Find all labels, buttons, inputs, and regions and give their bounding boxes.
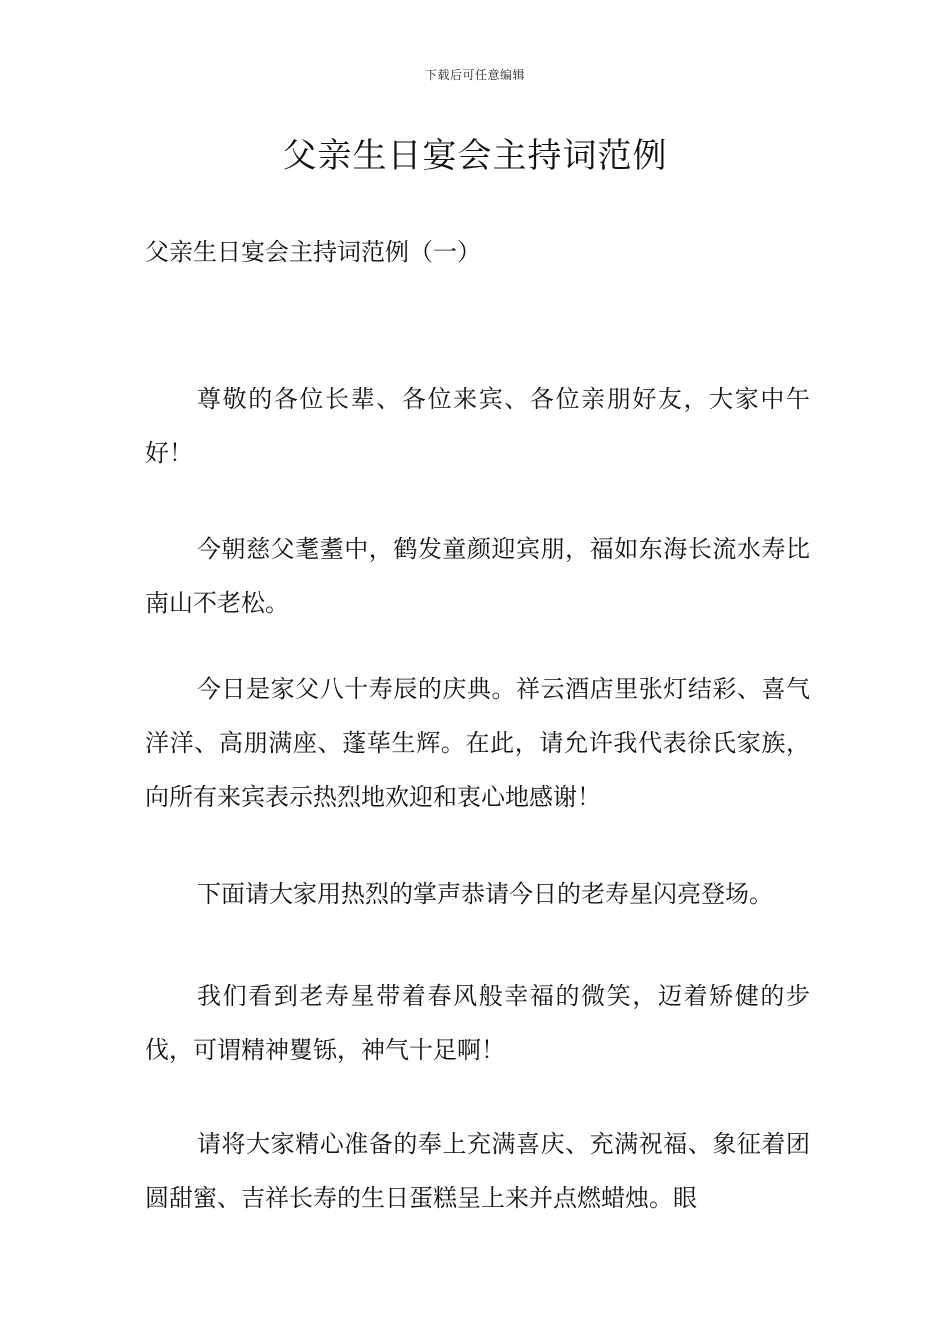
header-note: 下载后可任意编辑 xyxy=(424,68,525,82)
paragraph-celebration: 今日是家父八十寿辰的庆典。祥云酒店里张灯结彩、喜气洋洋、高朋满座、蓬荜生辉。在此，请允许我代表徐氏家族，向所有来宾表示热烈地欢迎和衷心地感谢！ xyxy=(145,675,810,811)
paragraph-invitation: 下面请大家用热烈的掌声恭请今日的老寿星闪亮登场。 xyxy=(197,880,773,908)
section-heading: 父亲生日宴会主持词范例（一） xyxy=(145,238,481,266)
paragraph-greeting: 尊敬的各位长辈、各位来宾、各位亲朋好友，大家中午好！ xyxy=(145,385,810,467)
document-title: 父亲生日宴会主持词范例 xyxy=(282,136,668,176)
paragraph-entrance: 我们看到老寿星带着春风般幸福的微笑，迈着矫健的步伐，可谓精神矍铄，神气十足啊！ xyxy=(145,982,810,1064)
paragraph-poem: 今朝慈父耄耋中，鹤发童颜迎宾朋，福如东海长流水寿比南山不老松。 xyxy=(145,535,810,617)
paragraph-cake: 请将大家精心准备的奉上充满喜庆、充满祝福、象征着团圆甜蜜、吉祥长寿的生日蛋糕呈上来并点燃蜡烛。眼 xyxy=(145,1130,810,1212)
